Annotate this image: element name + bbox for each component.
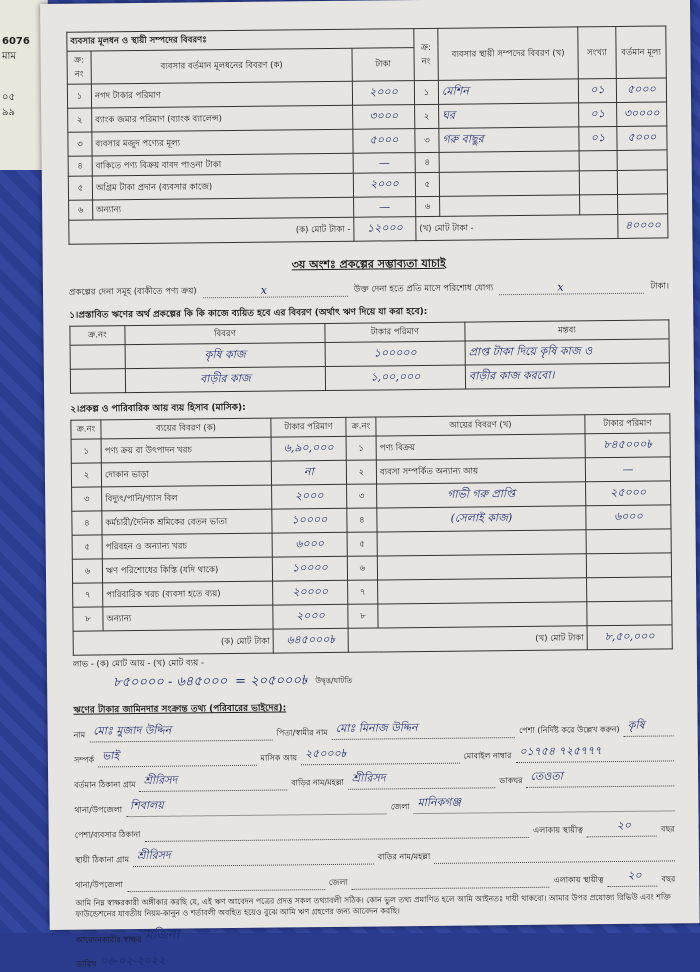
date-label: তারিখ: [76, 959, 97, 969]
table1-taka: ২০০০: [353, 173, 415, 198]
table2-header-remark: মন্তব্য: [465, 320, 669, 341]
table1-sl: ৬: [69, 200, 93, 220]
year-label-2: বছর: [661, 874, 676, 884]
guarantor-perm-district-row: [75, 866, 675, 892]
table1-value: ৫০০০: [617, 126, 667, 151]
table2-remark: বাড়ীর কাজ করবো।: [465, 363, 669, 389]
table1-total-right-label: (খ) মোট টাকা -: [416, 214, 618, 240]
table2-heading: ১।প্রস্তাবিত ঋণের অর্থ প্রকল্পের কি কি কাজে ব্যয়িত হবে এর বিবরণ (অর্থাৎ ঋণ দিয়ে যা করা হবে):: [69, 306, 428, 321]
guarantor-post: তেওতা: [526, 766, 674, 788]
table1-count: ০১: [578, 78, 616, 102]
table3-exp-amt: ২০০০: [272, 484, 347, 509]
sign-label: আবেদনকারীর স্বাক্ষর: [75, 934, 142, 945]
table3-exp-amt: ৬,৯০,০০০: [271, 436, 346, 461]
table3-sl2: ৬: [347, 556, 377, 580]
table3-exp-amt: ১০০০০: [272, 556, 347, 581]
relation-label: সম্পর্ক: [73, 755, 95, 765]
guarantor-income: ২৫০০০৳: [301, 744, 460, 766]
table1-total-right: ৪০০০০: [618, 214, 668, 239]
guarantor-duration-2: ২০: [607, 867, 657, 888]
guarantor-district-row: [74, 791, 674, 817]
table3-inc-amt: [586, 553, 671, 578]
loan-form-page: [40, 0, 700, 969]
table3-inc: [378, 602, 587, 628]
debt-value: x: [260, 283, 268, 297]
profit-under-label: উদ্বৃত্ত/ঘাটতি: [315, 675, 353, 685]
upazila-label: থানা/উপজেলা: [74, 805, 123, 815]
guarantor-perm-row: [75, 841, 675, 867]
table1-header-taka: টাকা: [352, 48, 414, 82]
guarantor-village: শ্রীরিসদ: [139, 770, 287, 792]
table2-desc: বাড়ীর কাজ: [125, 367, 325, 393]
profession-label: পেশা (নির্দিষ্ট করে উল্লেখ করুন): [518, 724, 620, 736]
table1-header-count: সংখ্যা: [578, 26, 617, 78]
profit-label: লাভ - (ক) মোট আয় - (খ) মোট ব্যয় -: [72, 658, 205, 670]
guarantor-address-row: [74, 766, 674, 792]
table1-sl: ২: [68, 108, 92, 132]
table1-header-desc: ব্যবসার বর্তমান মূলধনের বিবরণ (ক): [91, 48, 352, 84]
repay-label: উক্ত দেনা হতে প্রতি মাসে পরিশোধ যোগ্য: [353, 283, 494, 295]
table3-exp: পণ্য ক্রয় বা উৎপাদন খরচ: [101, 437, 271, 463]
perm-label: স্থায়ী ঠিকানা গ্রাম: [74, 855, 130, 865]
table3-exp-amt: ২০০০: [273, 604, 348, 629]
table3-exp-amt: ২০০০০: [273, 580, 348, 605]
side-paper-text-3: ০৫: [2, 92, 15, 103]
table1-header-asset: ব্যবসার স্থায়ী সম্পদের বিবরণ (খ): [438, 27, 579, 80]
table1-total-left: ১২০০০: [354, 217, 416, 242]
table3-inc: গাভী গরু প্রাপ্তি: [377, 482, 586, 508]
table1-sl2: ৫: [415, 172, 439, 196]
work-label: পেশা/ব্যবসার ঠিকানা: [74, 829, 141, 840]
guarantor-relation: ভাই: [98, 746, 257, 768]
table1-value: [617, 170, 667, 195]
table1-desc: অগ্রিম টাকা প্রদান (ব্যবসার কাজে): [92, 173, 353, 200]
district-label-2: জেলা: [328, 877, 348, 888]
guarantor-profession: কৃষি: [624, 716, 674, 737]
table3-inc-amt: —: [585, 457, 670, 482]
table1-desc: অন্যান্য: [93, 197, 354, 220]
debt-line: [69, 279, 669, 299]
table3-exp: দোকান ভাড়া: [101, 461, 271, 487]
name-label: নাম: [73, 730, 86, 740]
table2-remark: প্রাপ্ত টাকা দিয়ে কৃষি কাজ ও: [465, 339, 669, 365]
table2-amount: ১০০০০০: [325, 341, 465, 366]
table3-total-exp: ৬৪৫০০০৳: [273, 628, 348, 653]
guarantor-perm-upazila: [127, 889, 325, 892]
table3-inc: (সেলাই কাজ): [377, 506, 586, 532]
repay-end: টাকা।: [650, 281, 670, 292]
table3-inc-amt: [587, 601, 672, 626]
table3-sl2: ৭: [348, 580, 378, 604]
table3-exp-amt: ৬০০০: [272, 532, 347, 557]
declaration-text: আমি নিম্ন স্বাক্ষরকারী অঙ্গীকার করছি যে, এই ঋণ আবেদন পত্রের প্রদত্ত সকল তথ্যাবলী সঠিক। কোন ভুল তথ্য প্রমাণিত হলে আমি আইনতঃ দায়ী থাকবো। আমার উপর প্রযোজ্য রিভিউ এবং শক্তি ফাউন্ডেশনের যাবতীয় নিয়ম-কানুন ও শর্তাবলী অবহিত হয়েও বুঝে আমি ঋণ গ্রহণের জন্য আবেদন করছি।: [75, 892, 671, 919]
table1-sl: ৩: [68, 132, 92, 156]
capital-assets-table: [66, 25, 668, 244]
table1-total-left-label: (ক) মোট টাকা -: [69, 217, 354, 244]
table-row: [70, 363, 669, 393]
table3-sl2: ২: [346, 460, 376, 484]
table3-sl: ১: [71, 439, 101, 463]
application-date: ০৬-০২-২০২২: [100, 953, 166, 968]
table3-sl: ৩: [72, 487, 102, 511]
table1-asset: ঘর: [439, 103, 579, 128]
upazila-label-2: থানা/উপজেলা: [75, 880, 123, 890]
table1-count: ০১: [579, 102, 617, 126]
house-label-2: বাড়ির নাম/মহল্লা: [377, 851, 431, 862]
table3-inc-amt: ৬০০০: [586, 505, 671, 530]
debt-label: প্রকল্পের দেনা সমূহ (বাকীতে পণ্য ক্রয়): [68, 286, 197, 298]
table1-count: ০১: [579, 126, 617, 150]
table3-header-inc-amt: টাকার পরিমাণ: [585, 414, 670, 434]
table3-sl: ৫: [72, 535, 102, 559]
table1-asset: [439, 171, 579, 196]
profit-result: = ২০৫০০০৳: [235, 673, 308, 689]
table3-header-inc: আয়ের বিবরণ (খ): [376, 415, 585, 436]
table1-asset: মেশিন: [438, 79, 578, 104]
table3-inc: [378, 578, 587, 604]
table3-sl2: ৫: [347, 532, 377, 556]
table3-inc: ব্যবসা সম্পর্কিত অন্যান্য আয়: [376, 458, 585, 484]
table1-taka: ৫০০০: [353, 129, 415, 154]
income-label: মাসিক আয়: [260, 753, 298, 763]
table3-inc: পণ্য বিক্রয়: [376, 434, 585, 460]
table1-asset: গরু বাছুর: [439, 127, 579, 152]
table2-sl: [70, 345, 125, 370]
table3-sl: ৭: [73, 583, 103, 607]
guarantor-heading: ঋণের টাকার জামিনদার সংক্রান্ত তথ্য (পরিবারের ভাইদের):: [73, 703, 287, 716]
post-label: ডাকঘর: [499, 775, 523, 786]
guarantor-perm: শ্রীরিসদ: [133, 845, 374, 868]
table1-taka: ২০০০: [352, 81, 414, 106]
table3-inc: [377, 554, 586, 580]
guarantor-duration: ২০: [587, 817, 657, 838]
guarantor-perm-house: [434, 860, 675, 864]
table1-desc: ব্যবসার মজুদ পণ্যের মূল্য: [92, 129, 353, 156]
district-label: জেলা: [390, 802, 410, 812]
debt-dots: [203, 283, 348, 299]
repay-value: x: [557, 280, 564, 294]
year-label: বছর: [660, 824, 675, 834]
table1-asset: [440, 195, 580, 216]
guarantor-mobile: ০১৭৫৪ ৭২৫৭৭৭: [515, 741, 674, 763]
table1-taka: ৩০০০: [353, 105, 415, 130]
guarantor-perm-district: [352, 887, 550, 890]
table1-desc: নগদ টাকার পরিমাণ: [91, 81, 352, 108]
table3-sl: ৪: [72, 511, 102, 535]
side-paper-text-1: 6076: [2, 36, 30, 47]
table3-sl: ৮: [73, 607, 103, 631]
guarantor-relation-row: [74, 741, 674, 767]
table1-sl2: ৬: [416, 196, 440, 216]
table1-desc: ব্যাংক জমার পরিমাণ (ব্যাংক ব্যালেন্স): [92, 105, 353, 132]
table3-total-exp-label: (ক) মোট টাকা: [73, 629, 273, 655]
loan-use-table: [69, 319, 670, 393]
table3-heading: ২।প্রকল্প ও পারিবারিক আয় ব্যয় হিসাব (মাসিক):: [70, 402, 246, 415]
table3-exp: পরিবহন ও অন্যান্য খরচ: [102, 533, 272, 559]
table3-exp-amt: ১০০০০: [272, 508, 347, 533]
table1-desc: বাকিতে পণ্য বিক্রয় বাবদ পাওনা টাকা: [92, 153, 353, 176]
table3-exp-amt: না: [271, 460, 346, 485]
table1-value: [617, 150, 667, 171]
table1-value: ৩০০০০: [617, 102, 667, 127]
table2-desc: কৃষি কাজ: [125, 343, 325, 369]
table2-header-desc: বিবরণ: [125, 324, 325, 345]
table1-header-value: বর্তমান মূল্য: [616, 26, 667, 79]
table1-value: [618, 194, 668, 215]
table1-sl2: ২: [415, 104, 439, 128]
table3-exp: ঋণ পরিশোধের কিস্তি (যদি থাকে): [102, 557, 272, 583]
table3-sl2: ৮: [348, 604, 378, 628]
table3-total-inc: ৮,৫০,০০০: [587, 625, 672, 650]
guarantor-district: মানিকগঞ্জ: [413, 791, 674, 814]
house-label: বাড়ির নাম/মহল্লা: [291, 777, 344, 788]
table3-exp: অন্যান্য: [103, 605, 273, 631]
guarantor-name: মোঃ মুজাদ উদ্দিন: [89, 721, 273, 743]
table1-taka: —: [354, 197, 416, 218]
table3-total-inc-label: (খ) মোট টাকা: [348, 626, 587, 653]
village-label: বর্তমান ঠিকানা গ্রাম: [74, 780, 136, 790]
table1-count: [580, 194, 618, 214]
applicant-signature: মজিনা: [145, 927, 180, 943]
table1-sl2: ৩: [415, 128, 439, 152]
income-expense-table: [70, 413, 672, 655]
guarantor-upazila: শিবালয়: [126, 794, 387, 817]
table3-inc-amt: [586, 529, 671, 554]
table1-sl: ১: [67, 84, 91, 108]
table3-exp: বিদ্যুৎ/পানি/গ্যাস বিল: [102, 485, 272, 511]
table2-header-amount: টাকার পরিমাণ: [325, 322, 465, 342]
table1-count: [579, 170, 617, 194]
duration-label-2: এলাকায় স্থায়ীত্ব: [553, 875, 604, 885]
guarantor-work-row: [75, 816, 675, 842]
table1-title: ব্যবসার মূলধন ও স্থায়ী সম্পদের বিবরণঃ: [67, 29, 414, 52]
table3-inc: [377, 530, 586, 556]
table3-sl2: ৩: [347, 484, 377, 508]
table2-amount: ১,০০,০০০: [325, 365, 465, 390]
side-paper-text-4: ৯৯: [2, 107, 15, 118]
side-paper-text-2: মাম: [2, 51, 17, 62]
table1-sl: ৪: [68, 156, 92, 176]
table3-header-sl2: ক্র.নং: [346, 417, 376, 436]
profit-calc-line: [73, 667, 673, 694]
table2-sl: [70, 369, 125, 394]
signature-row: [76, 920, 676, 947]
table3-inc-amt: ২৫০০০: [586, 481, 671, 506]
table3-sl: ২: [71, 463, 101, 487]
repay-dots: [499, 280, 644, 296]
table1-header-sl: ক্র: নং: [67, 51, 91, 84]
table1-sl: ৫: [68, 176, 92, 200]
guarantor-work: [145, 837, 530, 842]
table3-inc-amt: ৮৪৫০০০৳: [585, 433, 670, 458]
table3-header-exp: ব্যয়ের বিবরণ (ক): [101, 418, 271, 439]
duration-label: এলাকায় স্থায়ীত্ব: [533, 825, 584, 835]
table2-header-sl: ক্র.নং: [70, 326, 125, 346]
table3-header-exp-amt: টাকার পরিমাণ: [271, 417, 346, 437]
table1-count: [579, 150, 617, 170]
table3-exp: পারিবারিক খরচ (ব্যবসা হতে ব্যয়): [103, 581, 273, 607]
guarantor-name-row: [74, 716, 674, 742]
table1-sl2: ৪: [415, 152, 439, 172]
table1-taka: —: [353, 153, 415, 174]
section3-title: ৩য় অংশঃ প্রকল্পের সম্ভাব্যতা যাচাই: [291, 256, 446, 272]
mobile-label: মোবাইল নাম্বার: [463, 751, 512, 761]
table1-header-sl2: ক্র: নং: [414, 28, 439, 80]
table3-inc-amt: [587, 577, 672, 602]
guarantor-house: শ্রীরিসদ: [348, 768, 496, 790]
table3-exp: কর্মচারী/দৈনিক শ্রমিকের বেতন ভাতা: [102, 509, 272, 535]
father-label: পিতা/স্বামীর নাম: [276, 728, 328, 738]
table1-value: ৫০০০: [616, 78, 666, 103]
profit-calc: ৮৫০০০০ - ৬৪৫০০০: [113, 674, 228, 691]
table3-sl: ৬: [72, 559, 102, 583]
table1-sl2: ১: [414, 80, 438, 104]
table3-sl2: ৪: [347, 508, 377, 532]
table3-header-sl: ক্র.নং: [71, 420, 101, 439]
table1-asset: [439, 151, 579, 172]
table3-sl2: ১: [346, 436, 376, 460]
guarantor-father: মোঃ মিনাজ উদ্দিন: [332, 718, 516, 740]
date-row: [76, 946, 676, 971]
